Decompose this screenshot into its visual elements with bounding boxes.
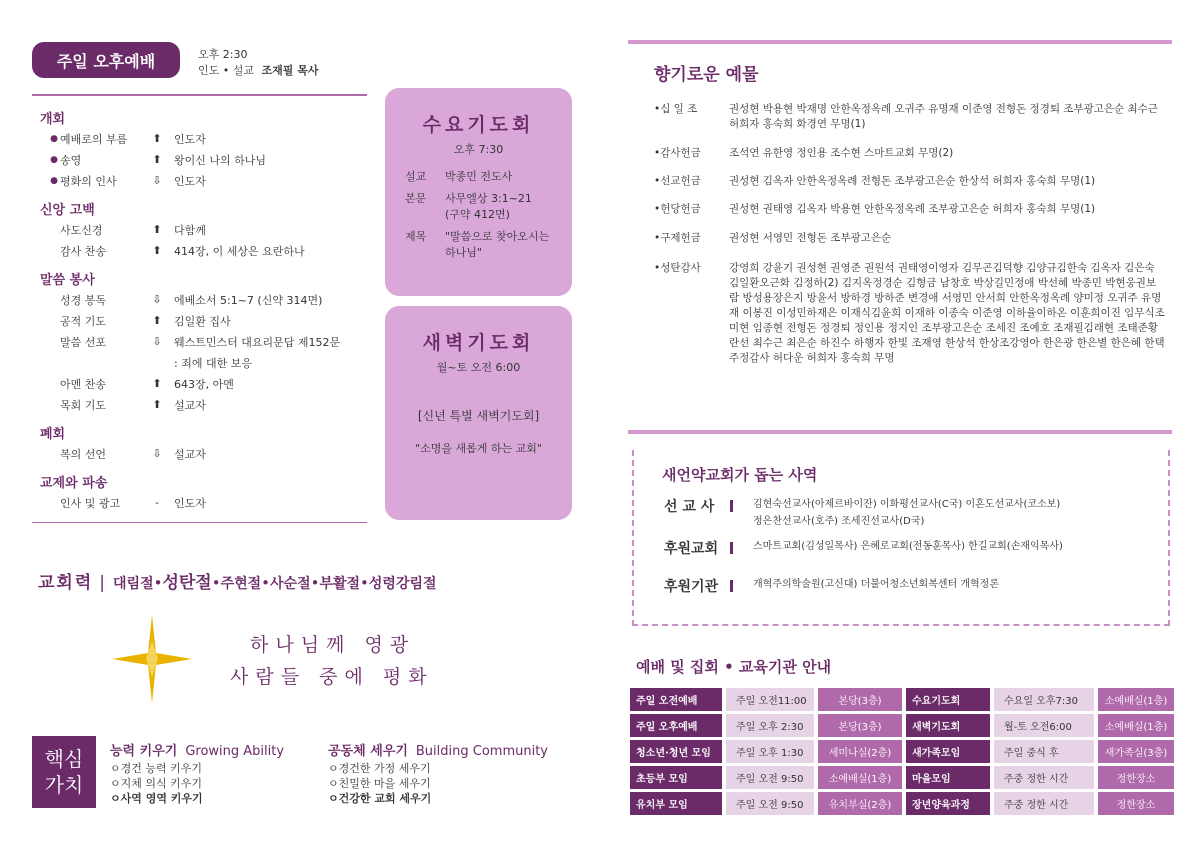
wednesday-row-key: 제목 <box>405 230 427 243</box>
schedule-cell: 주일 오전 9:50 <box>726 792 814 815</box>
wednesday-row-key: 본문 <box>405 192 427 205</box>
wednesday-time: 오후 7:30 <box>453 143 504 156</box>
core-values-label <box>32 736 96 808</box>
offerings-title: 향기로운 예물 <box>654 65 759 85</box>
calendar-dot: • <box>153 574 163 592</box>
stand-arrow-icon: ⬆ <box>152 223 162 236</box>
mission-values <box>753 576 999 596</box>
mission-type: 후원교회 <box>664 541 719 557</box>
calendar-season: 사순절 <box>270 576 311 592</box>
order-item-name: 말씀 선포 <box>60 335 107 349</box>
mission-values <box>753 496 1060 530</box>
core-value-item: ㅇ지체 의식 키우기 <box>110 777 203 790</box>
core-col-1-title: 능력 키우기 <box>110 744 178 759</box>
schedule-title: 예배 및 집회 • 교육기관 안내 <box>636 658 832 676</box>
calendar-line-2: 사람들 중에 평화 <box>230 666 434 688</box>
dawn-title: 새벽기도회 <box>422 332 535 354</box>
core-value-item: ㅇ경건한 가정 세우기 <box>328 762 431 775</box>
order-item-name: 사도신경 <box>60 223 103 237</box>
sunday-pm-title: 주일 오후예배 <box>32 42 180 78</box>
schedule-cell: 주일 오전 9:50 <box>726 766 814 789</box>
mission-type: 선 교 사 <box>664 499 715 515</box>
calendar-season: 부활절 <box>319 576 361 592</box>
calendar-season: 대림절 <box>113 576 154 592</box>
order-item-value: 643장, 아멘 <box>174 377 234 391</box>
mission-row <box>664 538 1164 558</box>
schedule-cell: 주일 오후 2:30 <box>726 714 814 737</box>
schedule-table <box>630 688 1174 818</box>
calendar-label: 교회력 <box>38 573 94 593</box>
order-item-name: 공적 기도 <box>60 314 107 328</box>
order-section-title: 말씀 봉사 <box>40 273 95 288</box>
wednesday-row <box>405 245 572 261</box>
order-item-value: 에베소서 5:1~7 (신약 314면) <box>174 293 323 307</box>
calendar-dot: • <box>261 574 271 592</box>
schedule-cell: 주일 오후예배 <box>630 714 722 737</box>
offering-names: 권성현 박용현 박재명 안한옥정옥례 오귀주 유명재 이준영 전형돈 정경퇴 조부광고은순 최수근 허희자 홍숙희 화경연 무명(1) <box>729 103 1158 130</box>
order-of-service <box>40 108 370 513</box>
schedule-cell: 정한장소 <box>1098 766 1174 789</box>
schedule-cell: 주중 정한 시간 <box>994 766 1094 789</box>
wednesday-row-value: 박종민 전도사 <box>445 170 513 183</box>
schedule-cell: 주일 중식 후 <box>994 740 1094 763</box>
order-row <box>40 149 370 170</box>
calendar-seasons <box>113 568 437 593</box>
offering-row <box>654 102 1166 132</box>
mission-type: 후원기관 <box>664 579 719 595</box>
order-item-name: 인사 및 광고 <box>60 496 121 510</box>
order-section-title: 폐회 <box>40 427 66 442</box>
schedule-cell: 장년양육과정 <box>906 792 990 815</box>
wednesday-row-key <box>405 207 445 223</box>
schedule-cell: 수요일 오후7:30 <box>994 688 1094 711</box>
mission-row <box>664 496 1164 530</box>
core-col-2-en: Building Community <box>415 744 548 759</box>
order-row <box>40 331 370 352</box>
dawn-box <box>385 306 572 520</box>
schedule-cell: 청소년·청년 모임 <box>630 740 722 763</box>
mission-bar <box>730 580 733 592</box>
dawn-theme: "소명을 새롭게 하는 교회" <box>415 442 542 455</box>
stand-arrow-icon: ⬆ <box>152 153 162 166</box>
order-row <box>40 443 370 464</box>
order-row <box>40 394 370 415</box>
offering-names: 권성현 서영민 전형돈 조부광고은순 <box>729 232 892 244</box>
core-value-item: ㅇ사역 영역 키우기 <box>110 792 203 805</box>
wednesday-row <box>405 229 572 245</box>
mission-bar <box>730 542 733 554</box>
sit-arrow-icon: ⇩ <box>152 293 162 306</box>
order-item-value: 인도자 <box>174 496 206 510</box>
wednesday-row <box>405 207 572 223</box>
order-item-value: 설교자 <box>174 447 206 461</box>
offerings-bottom-divider <box>628 430 1172 434</box>
order-row <box>40 170 370 191</box>
order-item-value: 웨스트민스터 대요리문답 제152문 <box>174 335 341 349</box>
offering-type: •감사헌금 <box>654 147 701 159</box>
schedule-cell: 유치부 모임 <box>630 792 722 815</box>
order-item-name: 성경 봉독 <box>60 293 107 307</box>
schedule-cell: 본당(3층) <box>818 714 902 737</box>
schedule-cell: 초등부 모임 <box>630 766 722 789</box>
dawn-special: [신년 특별 새벽기도회] <box>417 409 540 423</box>
order-row <box>40 289 370 310</box>
order-item-name: 감사 찬송 <box>60 244 107 258</box>
core-col-2 <box>328 740 548 806</box>
sit-arrow-icon: - <box>155 496 159 509</box>
calendar-dot: • <box>360 574 369 592</box>
star-icon <box>112 615 192 703</box>
order-item-name: 평화의 인사 <box>60 174 117 188</box>
schedule-cell: 소예배실(1층) <box>818 766 902 789</box>
missions-title: 새언약교회가 돕는 사역 <box>662 466 818 484</box>
order-item-value: : 죄에 대한 보응 <box>174 356 252 370</box>
stand-arrow-icon: ⬆ <box>152 244 162 257</box>
wednesday-row-key <box>405 245 445 261</box>
offering-type: •구제헌금 <box>654 232 701 244</box>
wednesday-row <box>405 169 572 185</box>
wednesday-box <box>385 88 572 296</box>
order-item-value: 다함께 <box>174 223 206 237</box>
calendar-line-1: 하나님께 영광 <box>250 634 416 656</box>
calendar-season: 주현절 <box>220 576 262 592</box>
core-col-1-items <box>110 761 284 806</box>
order-section-title: 개회 <box>40 112 66 127</box>
mission-value-line: 스마트교회(김성일목사) 은혜로교회(전동훈목사) 한길교회(손재익목사) <box>753 541 1063 552</box>
mission-values <box>753 538 1063 558</box>
offering-names: 권성현 권태영 김옥자 박용현 안한옥정옥례 조부광고은순 허희자 홍숙희 무명(1) <box>729 203 1096 215</box>
missions-list <box>664 496 1164 596</box>
offering-type: •선교헌금 <box>654 175 701 187</box>
offering-row <box>654 174 1166 189</box>
mission-row <box>664 576 1164 596</box>
wednesday-row-key: 설교 <box>405 170 427 183</box>
order-item-name: 송영 <box>60 153 82 167</box>
core-col-2-items <box>328 761 548 806</box>
core-col-1 <box>110 740 284 806</box>
calendar-bar: | <box>99 573 106 593</box>
stand-arrow-icon: ⬆ <box>152 398 162 411</box>
core-col-1-en: Growing Ability <box>185 744 285 759</box>
offerings-top-divider <box>628 40 1172 44</box>
order-row <box>40 219 370 240</box>
offerings-list <box>654 102 1166 366</box>
order-item-value: 인도자 <box>174 174 206 188</box>
schedule-cell: 주일 오전예배 <box>630 688 722 711</box>
schedule-cell: 본당(3층) <box>818 688 902 711</box>
schedule-cell: 월-토 오전6:00 <box>994 714 1094 737</box>
leader-prefix: 인도 • 설교 <box>198 64 254 77</box>
order-section-title: 신앙 고백 <box>40 203 95 218</box>
offering-type: •십 일 조 <box>654 103 698 115</box>
stand-arrow-icon: ⬆ <box>152 377 162 390</box>
order-item-name: 목회 기도 <box>60 398 107 412</box>
schedule-cell: 새벽기도회 <box>906 714 990 737</box>
sit-arrow-icon: ⇩ <box>152 447 162 460</box>
sunday-pm-time: 오후 2:30 <box>198 48 248 61</box>
calendar-dot: • <box>310 574 320 592</box>
church-calendar <box>38 568 437 593</box>
schedule-cell: 주일 오후 1:30 <box>726 740 814 763</box>
order-item-name: 복의 선언 <box>60 447 107 461</box>
schedule-cell: 주중 정한 시간 <box>994 792 1094 815</box>
offering-names: 권성현 김옥자 안한옥정옥례 전형돈 조부광고은순 한상석 허희자 홍숙희 무명(1) <box>729 175 1096 187</box>
order-row <box>40 373 370 394</box>
offering-type: •성탄감사 <box>654 262 701 274</box>
mission-value-line: 개혁주의학술원(고신대) 더불어청소년회복센터 개혁정론 <box>753 579 999 590</box>
stand-arrow-icon: ⬆ <box>152 314 162 327</box>
wednesday-row-value: "말씀으로 찾아오시는 <box>445 230 550 243</box>
offering-names: 강영희 강윤기 권성현 권영준 권원석 권태영이영자 김무곤김덕향 김양규김한숙 김옥자 김은숙 김일환오근화 김정하(2) 김지옥정경순 김형금 남창호 박상길민정애 박선혜 박종민 박현웅권보람 방성용장은지 방윤서 방하경 방하준 변경애 서영민 안서희 안한옥정옥례 양미정 오귀주 유명재 이봉진 이성민하재은 이재식김윤희 이재하 이종숙 이준영 이하율이하온 이훈희이진 임무식조미현 임종현 전형돈 정경퇴 정인용 정지인 조부광고은순 조세진 조예호 조재필김래현 조태준황란선 최수근 최은순 하진수 하행자 한빛 조재영 한상석 한상조강영아 한은광 한은별 한은혜 한택주정감사 허다운 허희자 홍숙희 무명 <box>729 262 1165 364</box>
order-item-value: 왕이신 나의 하나님 <box>174 153 267 167</box>
order-item-name: 아멘 찬송 <box>60 377 107 391</box>
calendar-dot: • <box>211 574 221 592</box>
offering-type: •헌당헌금 <box>654 203 701 215</box>
stand-arrow-icon: ⬆ <box>152 132 162 145</box>
order-row <box>40 310 370 331</box>
schedule-cell: 주일 오전11:00 <box>726 688 814 711</box>
core-value-item: ㅇ건강한 교회 세우기 <box>328 792 432 805</box>
schedule-cell: 유치부실(2층) <box>818 792 902 815</box>
schedule-cell: 소예배실(1층) <box>1098 688 1174 711</box>
core-label-1: 핵심 <box>44 747 84 771</box>
order-section-title: 교제와 파송 <box>40 476 108 491</box>
offering-row <box>654 146 1166 161</box>
order-row <box>40 240 370 261</box>
offering-row <box>654 261 1166 366</box>
leader-name: 조재필 목사 <box>261 64 319 77</box>
order-item-value: 설교자 <box>174 398 206 412</box>
bullet-icon: ● <box>50 175 58 186</box>
order-item-value: 인도자 <box>174 132 206 146</box>
schedule-cell: 소예배실(1층) <box>1098 714 1174 737</box>
order-row <box>40 492 370 513</box>
mission-value-line: 정은찬선교사(호주) 조세진선교사(D국) <box>753 516 925 527</box>
schedule-cell: 정한장소 <box>1098 792 1174 815</box>
order-row <box>40 128 370 149</box>
wednesday-row-value: 사무엘상 3:1~21 <box>445 192 532 205</box>
offering-names: 조석연 유한영 정인용 조수현 스마트교회 무명(2) <box>729 147 954 159</box>
schedule-cell: 새가족모임 <box>906 740 990 763</box>
dawn-time: 월~토 오전 6:00 <box>436 361 521 374</box>
schedule-cell: 새가족실(3층) <box>1098 740 1174 763</box>
order-item-value: 김일환 집사 <box>174 314 231 328</box>
sunday-pm-leader <box>198 62 318 78</box>
wednesday-row <box>405 191 572 207</box>
core-col-2-title: 공동체 세우기 <box>328 744 408 759</box>
mission-value-line: 김현숙선교사(아제르바이잔) 이화평선교사(C국) 이흔도선교사(코소보) <box>753 499 1061 510</box>
core-value-item: ㅇ친밀한 마을 세우기 <box>328 777 431 790</box>
sit-arrow-icon: ⇩ <box>152 174 162 187</box>
calendar-season: 성령강림절 <box>368 576 437 592</box>
offering-row <box>654 231 1166 246</box>
schedule-cell: 수요기도회 <box>906 688 990 711</box>
core-value-item: ㅇ경건 능력 키우기 <box>110 762 203 775</box>
schedule-cell: 마을모임 <box>906 766 990 789</box>
wednesday-details <box>405 169 572 261</box>
bullet-icon: ● <box>50 154 58 165</box>
wednesday-row-value: (구약 412면) <box>445 208 510 221</box>
calendar-season: 성탄절 <box>162 573 212 593</box>
sit-arrow-icon: ⇩ <box>152 335 162 348</box>
core-label-2: 가치 <box>44 773 84 797</box>
bullet-icon: ● <box>50 133 58 144</box>
order-row <box>40 352 370 373</box>
order-item-name: 예배로의 부름 <box>60 132 128 146</box>
wednesday-row-value: 하나님" <box>445 246 482 259</box>
header-divider <box>32 94 367 96</box>
schedule-cell: 세미나실(2층) <box>818 740 902 763</box>
offering-row <box>654 202 1166 217</box>
mission-bar <box>730 500 733 512</box>
order-bottom-divider <box>32 522 367 523</box>
wednesday-title: 수요기도회 <box>422 114 535 136</box>
order-item-value: 414장, 이 세상은 요란하나 <box>174 244 305 258</box>
